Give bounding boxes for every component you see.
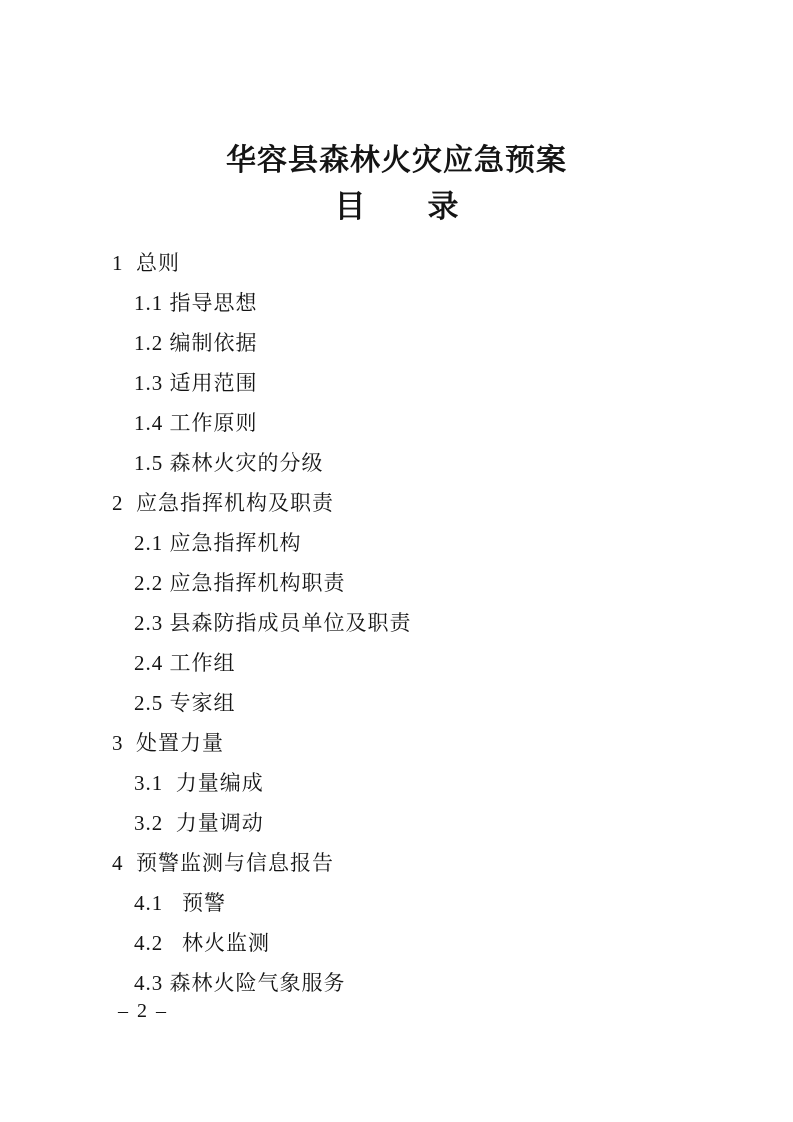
- toc-item: 1.1 指导思想: [134, 291, 258, 315]
- toc-item: 4 预警监测与信息报告: [112, 851, 334, 875]
- page-number: – 2 –: [118, 1000, 168, 1022]
- toc-item: 1 总则: [112, 251, 180, 275]
- toc-item: 1.3 适用范围: [134, 371, 258, 395]
- toc-item: 4.2 林火监测: [134, 931, 270, 955]
- toc-item: 2.3 县森防指成员单位及职责: [134, 611, 412, 635]
- toc-item: 3 处置力量: [112, 731, 224, 755]
- toc-item: 2.5 专家组: [134, 691, 236, 715]
- toc-item: 2.2 应急指挥机构职责: [134, 571, 346, 595]
- toc-item: 1.4 工作原则: [134, 411, 258, 435]
- toc-item: 4.1 预警: [134, 891, 226, 915]
- toc-item: 2.1 应急指挥机构: [134, 531, 302, 555]
- toc-list: [0, 243, 793, 1003]
- toc-item: 4.3 森林火险气象服务: [134, 971, 346, 995]
- document-title: 华容县森林火灾应急预案: [226, 144, 567, 177]
- toc-item: 1.2 编制依据: [134, 331, 258, 355]
- toc-item: 1.5 森林火灾的分级: [134, 451, 324, 475]
- toc-item: 2.4 工作组: [134, 651, 236, 675]
- toc-heading: 目 录: [334, 189, 459, 224]
- toc-item: 3.2 力量调动: [134, 811, 264, 835]
- toc-item: 3.1 力量编成: [134, 771, 264, 795]
- toc-item: 2 应急指挥机构及职责: [112, 491, 334, 515]
